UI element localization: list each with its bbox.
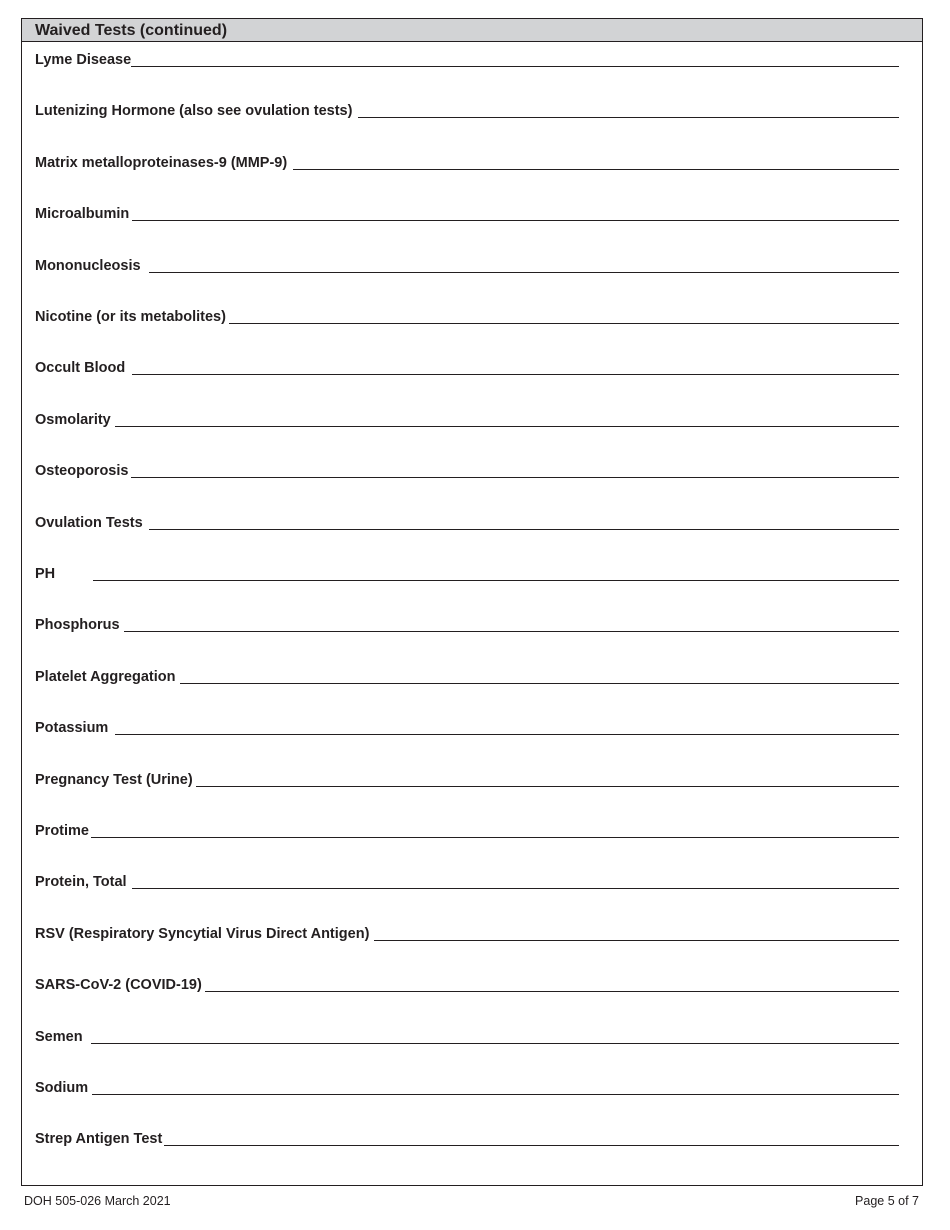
test-label: Matrix metalloproteinases-9 (MMP-9) — [35, 154, 288, 171]
test-entry-line[interactable] — [131, 460, 899, 478]
test-row — [35, 407, 899, 429]
test-entry-line[interactable] — [149, 255, 899, 273]
test-label: Potassium — [35, 720, 109, 737]
test-label: Osteoporosis — [35, 463, 129, 480]
test-row — [35, 510, 899, 532]
test-row — [35, 458, 899, 480]
test-label: Nicotine (or its metabolites) — [35, 309, 226, 325]
test-entry-line[interactable] — [164, 1128, 899, 1146]
test-entry-line[interactable] — [131, 49, 899, 67]
test-row — [35, 921, 899, 943]
test-row — [35, 869, 899, 891]
test-label: Sodium — [35, 1080, 89, 1096]
test-row — [35, 612, 899, 634]
test-label: Platelet Aggregation — [35, 668, 176, 685]
test-row — [35, 201, 899, 223]
section-header — [22, 19, 922, 42]
form-id: DOH 505-026 March 2021 — [24, 1194, 171, 1208]
test-row — [35, 355, 899, 377]
test-entry-line[interactable] — [293, 152, 899, 170]
waived-tests-section — [21, 18, 923, 1186]
test-entry-line[interactable] — [196, 769, 899, 787]
test-row — [35, 98, 899, 120]
test-row — [35, 150, 899, 172]
test-entry-line[interactable] — [229, 306, 899, 324]
test-entry-line[interactable] — [132, 357, 899, 375]
test-label: Mononucleosis — [35, 257, 141, 274]
test-label: RSV (Respiratory Syncytial Virus Direct Antigen) — [35, 925, 370, 942]
test-entry-line[interactable] — [374, 923, 899, 941]
test-label: Microalbumin — [35, 206, 130, 223]
test-label: Phosphorus — [35, 617, 120, 634]
test-row — [35, 304, 899, 326]
test-row — [35, 972, 899, 994]
test-label: Protime — [35, 823, 89, 839]
test-label: Semen — [35, 1028, 83, 1045]
test-row — [35, 1126, 899, 1148]
test-entry-line[interactable] — [91, 820, 899, 838]
test-row — [35, 47, 899, 69]
test-entry-line[interactable] — [92, 1077, 899, 1095]
test-label: Pregnancy Test (Urine) — [35, 771, 193, 788]
test-entry-line[interactable] — [132, 871, 899, 889]
test-row — [35, 664, 899, 686]
test-row — [35, 715, 899, 737]
test-entry-line[interactable] — [205, 974, 899, 992]
test-entry-line[interactable] — [91, 1026, 899, 1044]
test-entry-line[interactable] — [124, 614, 899, 632]
test-label: Lyme Disease — [35, 52, 132, 68]
test-label: Ovulation Tests — [35, 514, 143, 531]
test-entry-line[interactable] — [358, 100, 899, 118]
test-label: Osmolarity — [35, 411, 111, 428]
test-entry-line[interactable] — [132, 203, 899, 221]
page-number: Page 5 of 7 — [855, 1194, 919, 1208]
test-entry-line[interactable] — [180, 666, 899, 684]
section-title: Waived Tests (continued) — [35, 22, 228, 39]
test-row — [35, 818, 899, 840]
test-row — [35, 253, 899, 275]
test-row — [35, 1075, 899, 1097]
test-label: Lutenizing Hormone (also see ovulation tests) — [35, 103, 353, 120]
test-row — [35, 767, 899, 789]
test-label: SARS-CoV-2 (COVID-19) — [35, 977, 202, 994]
test-label: PH — [35, 566, 56, 582]
test-entry-line[interactable] — [149, 512, 899, 530]
test-row — [35, 561, 899, 583]
test-entry-line[interactable] — [93, 563, 899, 581]
test-label: Strep Antigen Test — [35, 1131, 163, 1148]
test-label: Protein, Total — [35, 874, 127, 891]
test-entry-line[interactable] — [115, 409, 899, 427]
test-label: Occult Blood — [35, 360, 126, 377]
test-entry-line[interactable] — [115, 717, 899, 735]
test-row — [35, 1024, 899, 1046]
